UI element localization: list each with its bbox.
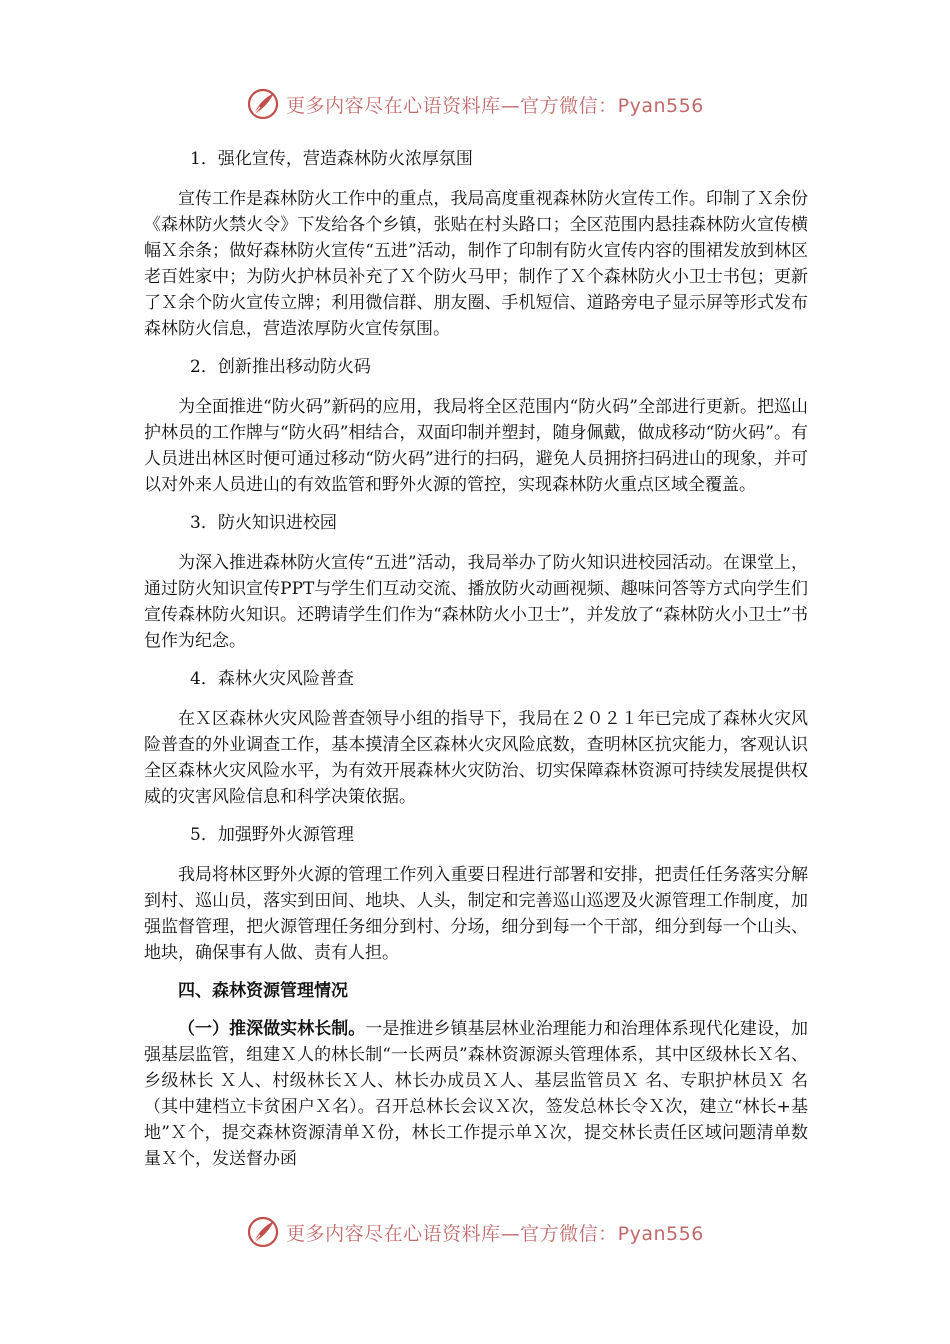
subsection-title-4: 4．森林火灾风险普查 <box>190 669 354 689</box>
subsection-title-5: 5．加强野外火源管理 <box>190 825 354 845</box>
subsection-title-3: 3．防火知识进校园 <box>190 513 337 533</box>
paragraph-5: 我局将林区野外火源的管理工作列入重要日程进行部署和安排，把责任任务落实分解到村、巡山员，落实到田间、地块、人头，制定和完善巡山巡逻及火源管理工作制度，加强监督管理，把火源管理任务细分到村、分场，细分到每一个干部，细分到每一个山头、地块，确保事有人做、责有人担。 <box>144 865 808 963</box>
paragraph-1: 宣传工作是森林防火工作中的重点，我局高度重视森林防火宣传工作。印制了Ｘ余份《森林防火禁火令》下发给各个乡镇，张贴在村头路口；全区范围内悬挂森林防火宣传横幅Ｘ余条；做好森林防火宣传“五进”活动，制作了印制有防火宣传内容的围裙发放到林区老百姓家中；为防火护林员补充了Ｘ个防火马甲；制作了Ｘ个森林防火小卫士书包；更新了Ｘ余个防火宣传立牌；利用微信群、朋友圈、手机短信、道路旁电子显示屏等形式发布森林防火信息，营造浓厚防火宣传氛围。 <box>144 189 808 339</box>
section-heading: 四、森林资源管理情况 <box>178 981 348 1001</box>
banner-text: 更多内容尽在心语资料库—官方微信：Pyan556 <box>286 94 704 117</box>
paragraph-4: 在Ｘ区森林火灾风险普查领导小组的指导下，我局在２０２１年已完成了森林火灾风险普查的外业调查工作，基本摸清全区森林火灾风险底数，查明林区抗灾能力，客观认识全区森林火灾风险水平，为有效开展森林火灾防治、切实保障森林资源可持续发展提供权威的灾害风险信息和科学决策依据。 <box>144 709 808 807</box>
document-body <box>144 146 808 1184</box>
item-body: 一是推进乡镇基层林业治理能力和治理体系现代化建设，加强基层监管，组建Ｘ人的林长制“一长两员”森林资源源头管理体系，其中区级林长Ｘ名、乡级林长 Ｘ人、村级林长Ｘ人、林长办成员Ｘ人、基层监管员Ｘ 名、专职护林员Ｘ 名（其中建档立卡贫困户Ｘ名）。召开总林长会议Ｘ次，签发总林长令Ｘ次，建立“林长+基地”Ｘ个，提交森林资源清单Ｘ份，林长工作提示单Ｘ次，提交林长责任区域问题清单数量Ｘ个，发送督办函 <box>144 1019 809 1169</box>
subsection-title-1: 1．强化宣传，营造森林防火浓厚氛围 <box>190 149 473 169</box>
footer-watermark-banner <box>0 1210 950 1254</box>
subsection-title-2: 2．创新推出移动防火码 <box>190 357 371 377</box>
paragraph-forest-chief <box>144 1016 808 1172</box>
item-title: （一）推深做实林长制。 <box>178 1019 366 1039</box>
quill-logo-icon <box>246 1215 280 1249</box>
paragraph-3: 为深入推进森林防火宣传“五进”活动，我局举办了防火知识进校园活动。在课堂上，通过防火知识宣传PPT与学生们互动交流、播放防火动画视频、趣味问答等方式向学生们宣传森林防火知识。还聘请学生们作为“森林防火小卫士”，并发放了“森林防火小卫士”书包作为纪念。 <box>144 553 808 651</box>
banner-text: 更多内容尽在心语资料库—官方微信：Pyan556 <box>286 1222 704 1245</box>
paragraph-2: 为全面推进“防火码”新码的应用，我局将全区范围内“防火码”全部进行更新。把巡山护林员的工作牌与“防火码”相结合，双面印制并塑封，随身佩戴，做成移动“防火码”。有人员进出林区时便可通过移动“防火码”进行的扫码，避免人员拥挤扫码进山的现象，并可以对外来人员进山的有效监管和野外火源的管控，实现森林防火重点区域全覆盖。 <box>144 397 808 495</box>
quill-logo-icon <box>246 87 280 121</box>
header-watermark-banner <box>0 82 950 126</box>
